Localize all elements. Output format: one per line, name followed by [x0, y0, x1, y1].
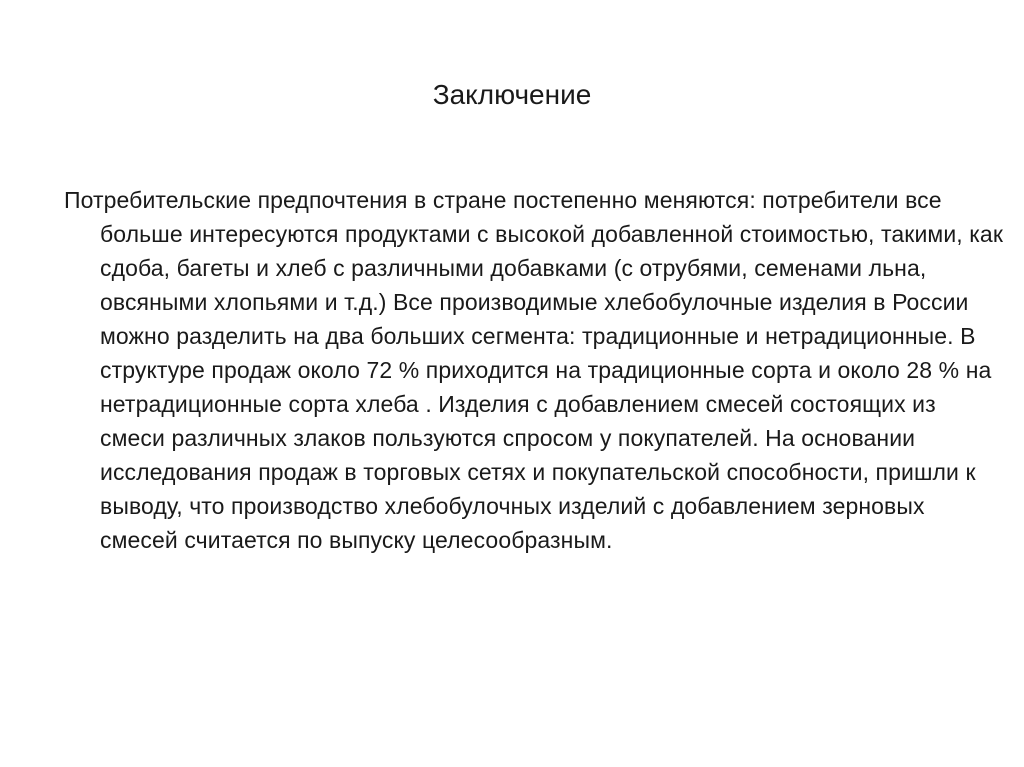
slide-title: Заключение [432, 79, 592, 110]
slide-body-text: Потребительские предпочтения в стране постепенно меняются: потребители все больше интересуются продуктами с высокой добавленной стоимостью, такими, как сдоба, багеты и хлеб с различными добавками (с отрубями, семенами льна, овсяными хлопьями и т.д.) Все производимые хлебобулочные изделия в России можно разделить на два больших сегмента: традиционные и нетрадиционные. В структуре продаж около 72 % приходится на традиционные сорта и около 28 % на нетрадиционные сорта хлеба . Изделия с добавлением смесей состоящих из смеси различных злаков пользуются спросом у покупателей. На основании исследования продаж в торговых сетях и покупательской способности, пришли к выводу, что производство хлебобулочных изделий с добавлением зерновых смесей считается по выпуску целесообразным. [64, 187, 1003, 553]
